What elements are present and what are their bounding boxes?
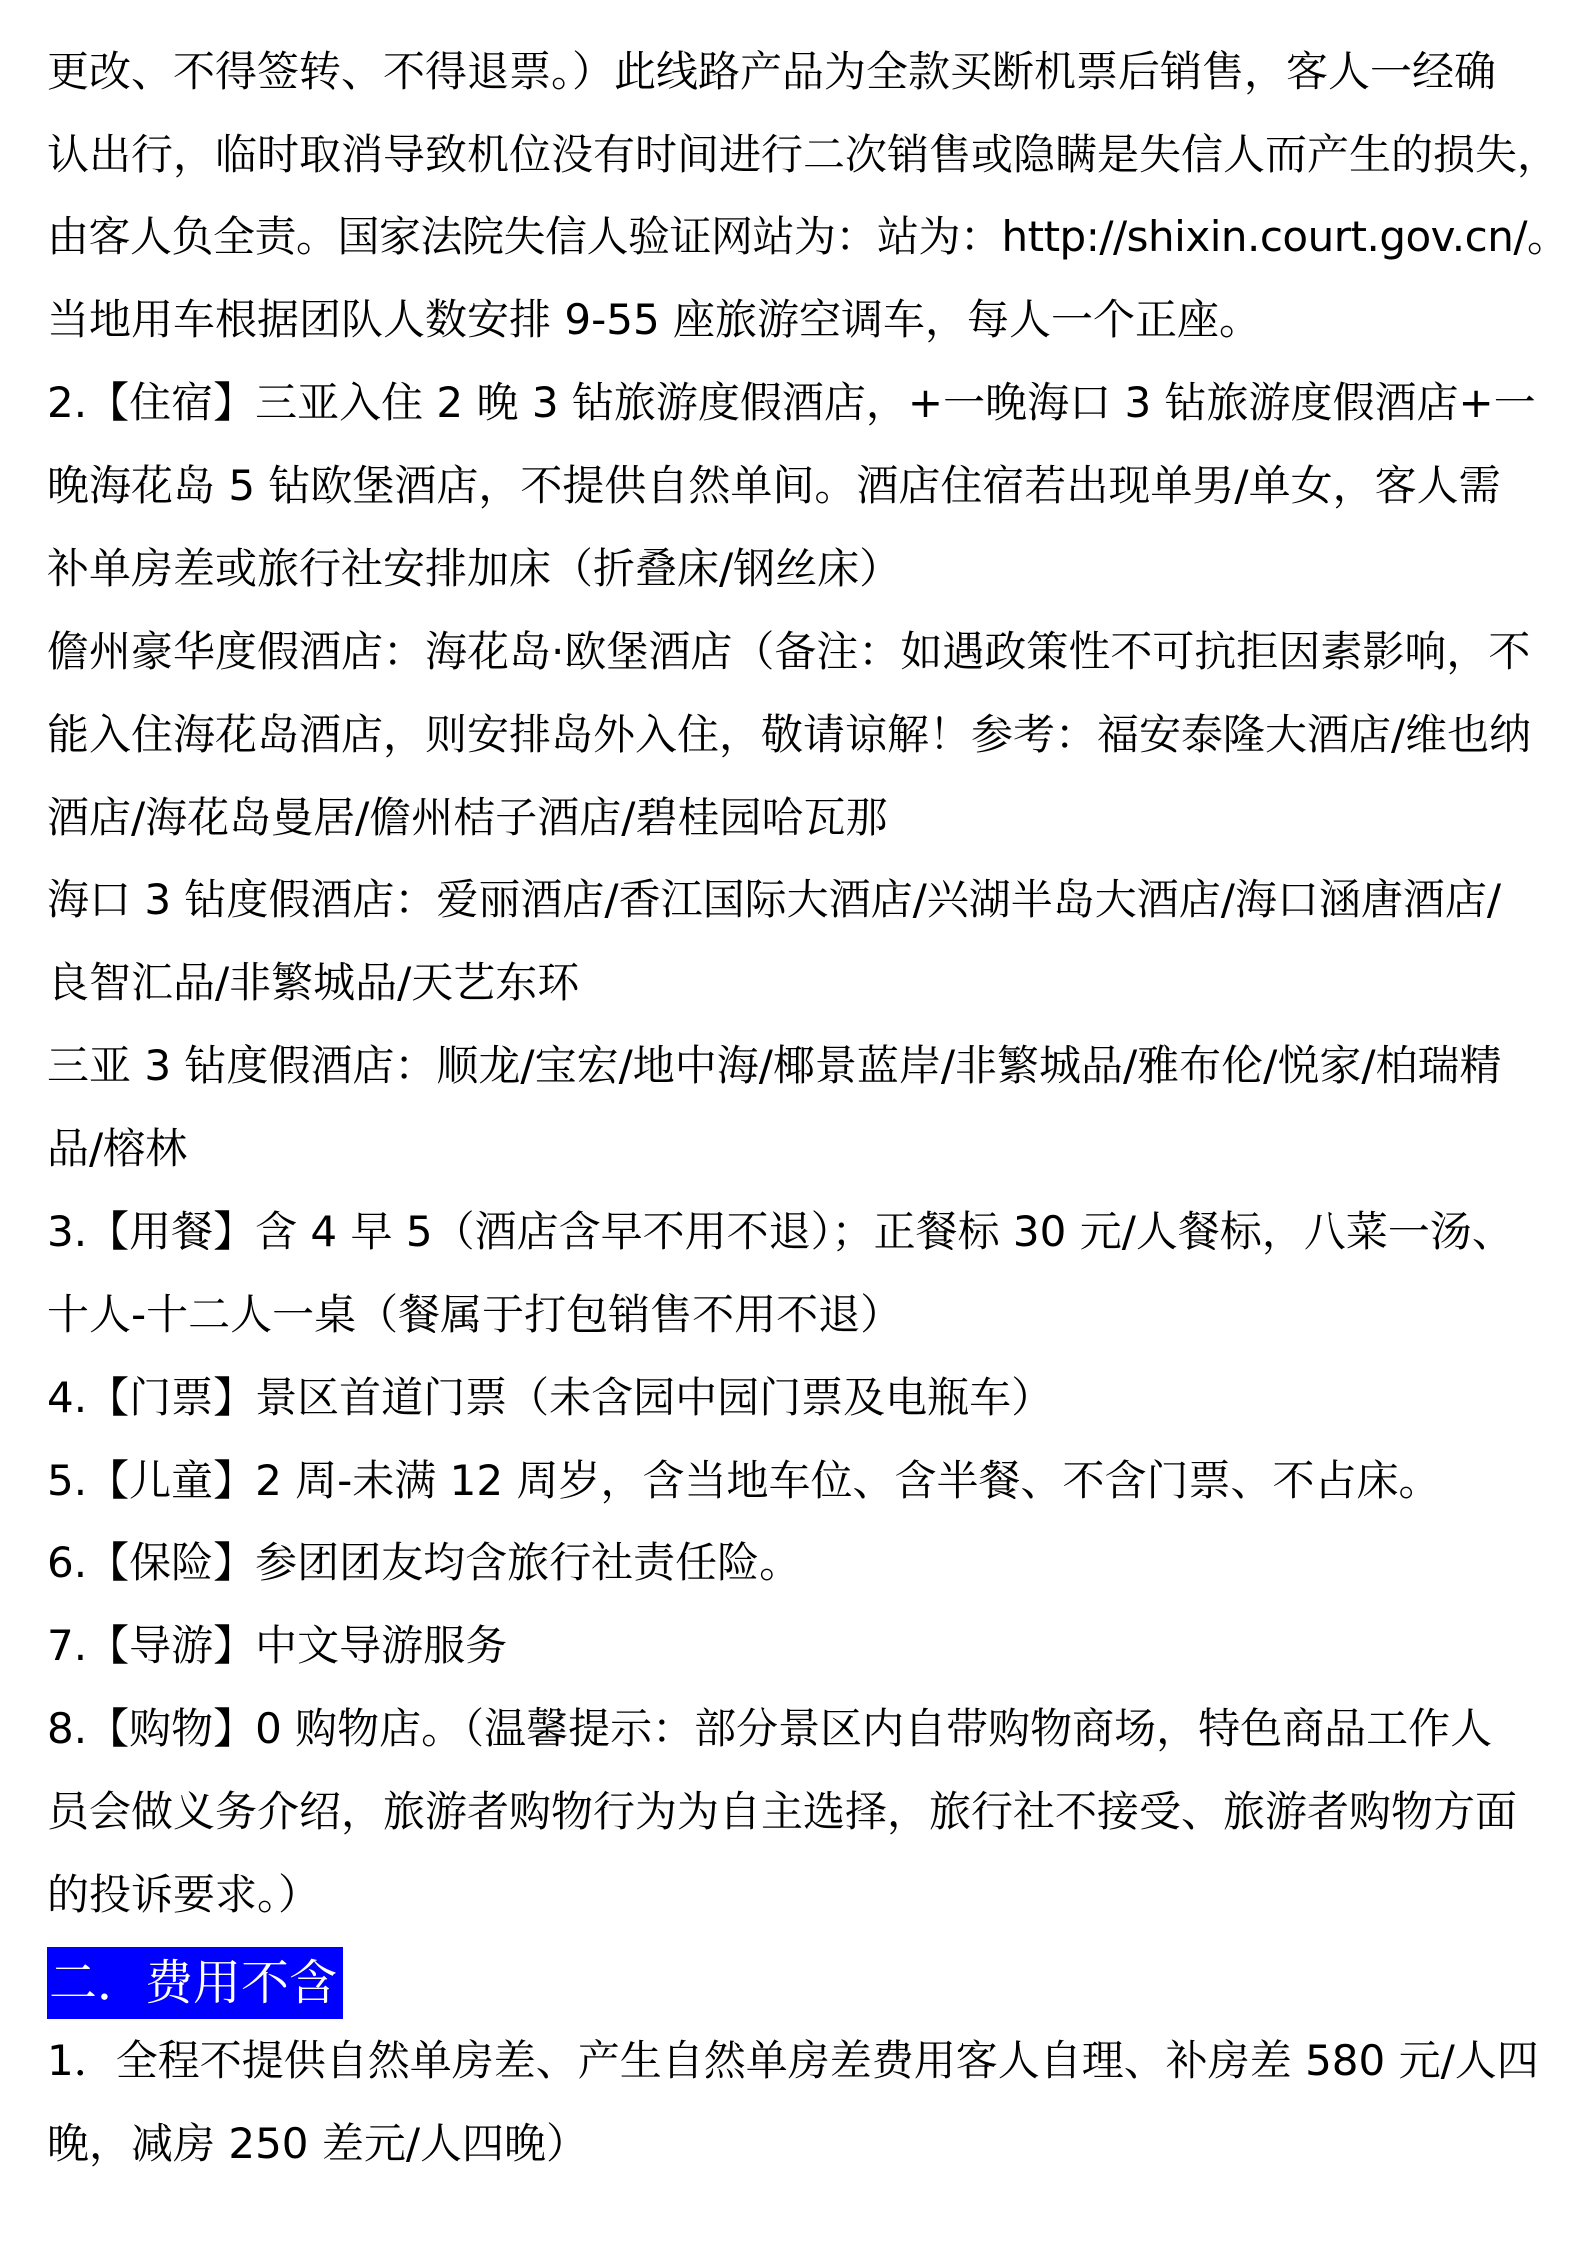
text-line: 2.【住宿】三亚入住 2 晚 3 钻旅游度假酒店，+一晚海口 3 钻旅游度假酒店+一 (47, 378, 1536, 427)
text-line: 酒店/海花岛曼居/儋州桔子酒店/碧桂园哈瓦那 (47, 793, 888, 842)
text-line: 员会做义务介绍，旅游者购物行为为自主选择，旅行社不接受、旅游者购物方面 (47, 1787, 1518, 1836)
text-line: 1．全程不提供自然单房差、产生自然单房差费用客人自理、补房差 580 元/人四 (47, 2036, 1539, 2085)
text-line: 8.【购物】0 购物店。（温馨提示：部分景区内自带购物商场，特色商品工作人 (47, 1704, 1493, 1753)
text-line: 7.【导游】中文导游服务 (47, 1621, 508, 1670)
text-line: 的投诉要求。） (47, 1870, 321, 1919)
text-line: 补单房差或旅行社安排加床（折叠床/钢丝床） (47, 544, 902, 593)
text-line: 海口 3 钻度假酒店：爱丽酒店/香江国际大酒店/兴湖半岛大酒店/海口涵唐酒店/ (47, 875, 1502, 924)
text-line: 晚，减房 250 差元/人四晚） (47, 2119, 589, 2168)
text-line: 当地用车根据团队人数安排 9-55 座旅游空调车，每人一个正座。 (47, 295, 1262, 344)
text-line: 5.【儿童】2 周-未满 12 周岁，含当地车位、含半餐、不含门票、不占床。 (47, 1456, 1441, 1505)
text-line: 儋州豪华度假酒店：海花岛·欧堡酒店（备注：如遇政策性不可抗拒因素影响，不 (47, 627, 1531, 676)
text-line: 良智汇品/非繁城品/天艺东环 (47, 958, 580, 1007)
text-line: 三亚 3 钻度假酒店：顺龙/宝宏/地中海/椰景蓝岸/非繁城品/雅布伦/悦家/柏瑞精 (47, 1041, 1502, 1090)
text-line: 4.【门票】景区首道门票（未含园中园门票及电瓶车） (47, 1373, 1054, 1422)
text-line: 品/榕林 (47, 1124, 188, 1173)
text-line: 3.【用餐】含 4 早 5（酒店含早不用不退）；正餐标 30 元/人餐标，八菜一汤、 (47, 1207, 1514, 1256)
text-line: 更改、不得签转、不得退票。）此线路产品为全款买断机票后销售，客人一经确 (47, 47, 1497, 96)
text-line: 能入住海花岛酒店，则安排岛外入住，敬请谅解！参考：福安泰隆大酒店/维也纳 (47, 710, 1532, 759)
section-heading: 二．费用不含 (47, 1947, 343, 2019)
text-line: 由客人负全责。国家法院失信人验证网站为：站为：http://shixin.court.gov.cn/。 (47, 212, 1569, 261)
text-line: 晚海花岛 5 钻欧堡酒店，不提供自然单间。酒店住宿若出现单男/单女，客人需 (47, 461, 1501, 510)
text-line: 6.【保险】参团团友均含旅行社责任险。 (47, 1538, 802, 1587)
text-line: 十人-十二人一桌（餐属于打包销售不用不退） (47, 1290, 903, 1339)
text-line: 认出行，临时取消导致机位没有时间进行二次销售或隐瞒是失信人而产生的损失， (47, 130, 1560, 179)
